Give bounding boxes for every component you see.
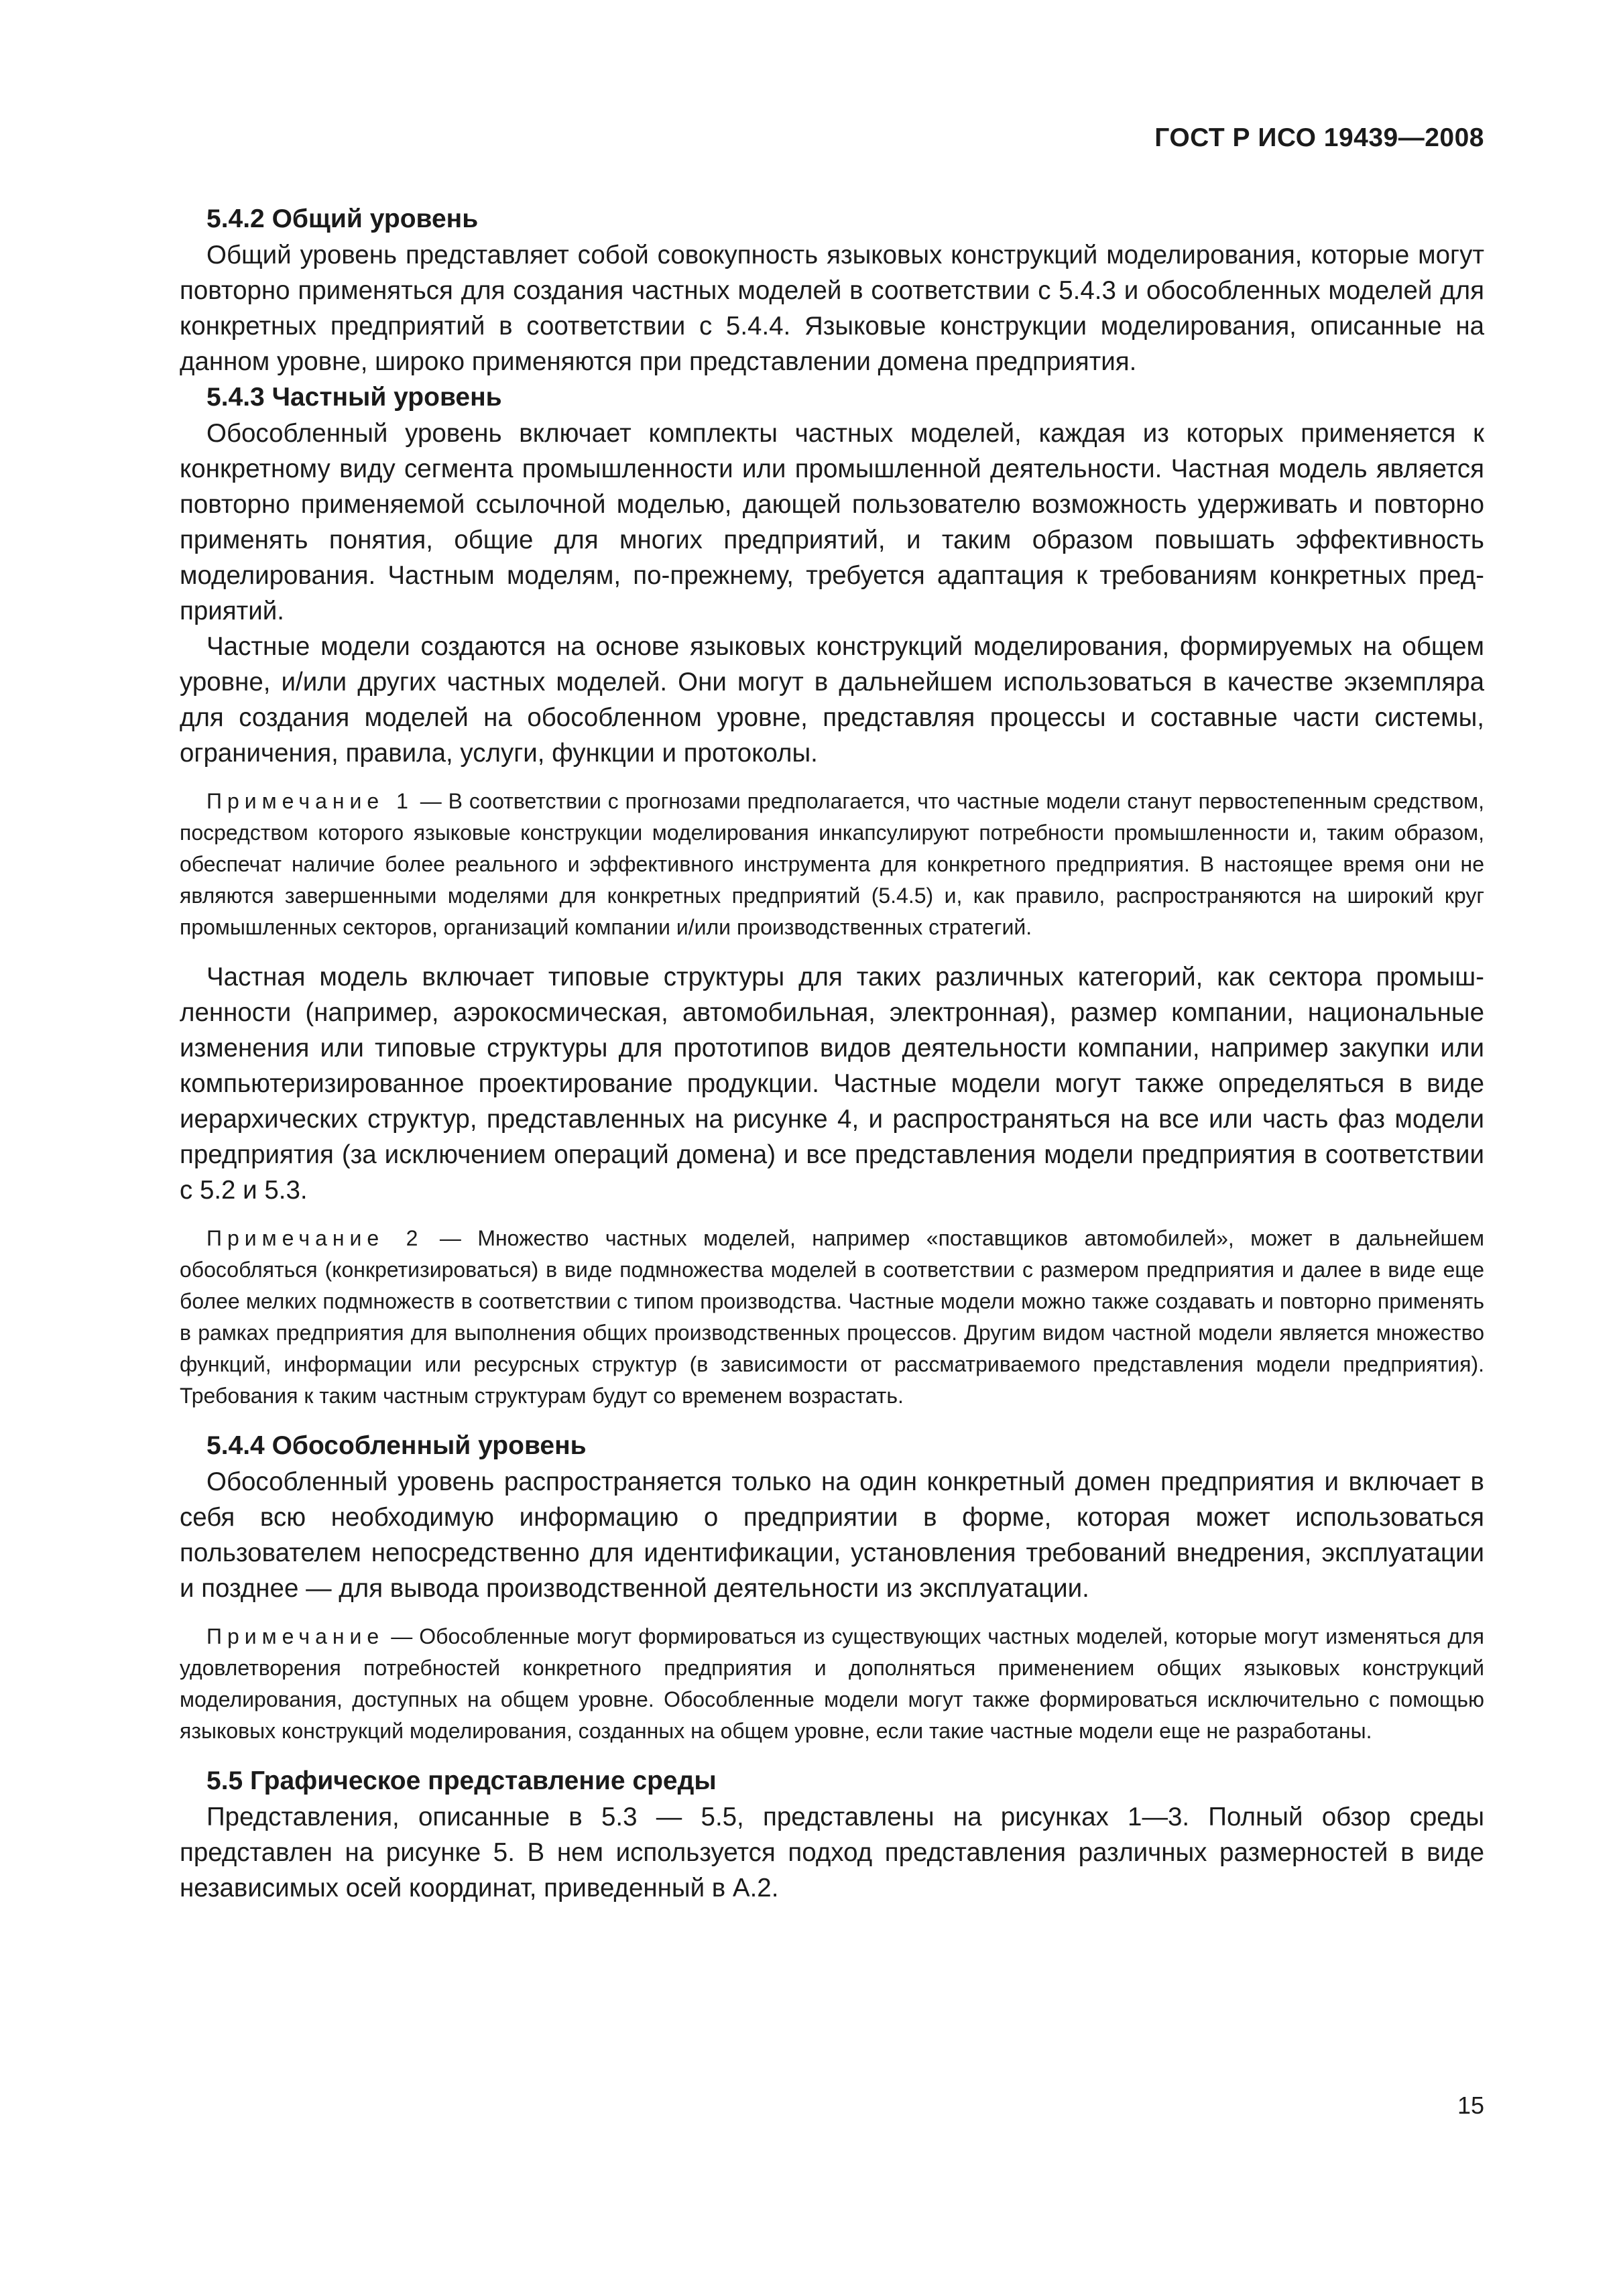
document-body xyxy=(180,201,1484,1906)
note-label: Примечание 2 xyxy=(206,1226,424,1250)
note-1 xyxy=(180,786,1484,943)
paragraph: Обособленный уровень включает комплекты частных моделей, каждая из которых применяется к конкретному виду сегмента промышленности или промышленной деятельности. Частная модель является повторно применяемой ссылочной моделью, дающей пользователю возможность удерживать и повторно применять понятия, общие для многих предприятий, и таким образом повышать эффективность моделирования. Частным моделям, по-прежнему, требуется адаптация к требованиям конкретных предприятий. xyxy=(180,419,1484,625)
section-heading-5-4-2: 5.4.2 Общий уровень xyxy=(206,204,479,233)
document-header: ГОСТ Р ИСО 19439—2008 xyxy=(1154,123,1484,152)
paragraph: Частная модель включает типовые структуры для таких различных категорий, как сектора промышленности (например, аэрокосмическая, автомобильная, электронная), размер компании, национальные изменения или типовые структуры для прототипов видов деятельности компании, например закупки или компьютеризированное проектирование продукции. Частные модели могут также определяться в виде иерархических структур, представленных на рисунке 4, и распространяться на все или часть фаз модели предприятия (за исключением операций домена) и все представления модели предприятия в соответствии с 5.2 и 5.3. xyxy=(180,963,1484,1205)
note-2 xyxy=(180,1223,1484,1412)
section-heading-5-4-3: 5.4.3 Частный уровень xyxy=(206,383,502,412)
paragraph: Частные модели создаются на основе языковых конструкций моделирования, формируемых на общем уровне, и/или других частных моделей. Они могут в дальнейшем использоваться в качестве экземпляра для создания моделей на обособленном уровне, представляя процессы и составные части системы, ограничения, правила, услуги, функции и протоколы. xyxy=(180,632,1484,768)
note-text: — Множество частных моделей, например «поставщиков автомобилей», может в дальнейшем обособляться (конкретизироваться) в виде подмножества моделей в соответствии с размером предприятия и далее в виде еще более мелких подмножеств в соответствии с типом производства. Частные модели можно также создавать и повторно применять в рамках предприятия для выполнения общих производственных процессов. Другим видом частной модели является множество функций, информации или ресурсных структур (в зависимости от рассматриваемого представления модели предприятия). Требования к таким частным структурам будут со временем возрастать. xyxy=(180,1226,1485,1408)
note-text: — В соответствии с прогнозами предполагается, что частные модели станут первостепенным средством, посредством которого языковые конструкции моделирования инкапсулируют потребности промышленности и, таким образом, обеспечат наличие более реального и эффективного инструмента для конкретного предприятия. В настоящее время они не являются завершенными моделями для конкретных предприятий (5.4.5) и, как правило, распространяются на широкий круг промышленных секторов, организаций компании и/или производственных стратегий. xyxy=(180,789,1485,939)
page-number: 15 xyxy=(1457,2092,1484,2119)
paragraph: Общий уровень представляет собой совокупность языковых конструкций моделирования, которые могут повторно применяться для создания частных моделей в соответствии с 5.4.3 и обособленных моделей для конкретных предприятий в соответствии с 5.4.4. Языковые конструкции моделирования, описанные на данном уровне, широко применяются при представлении домена предприятия. xyxy=(180,241,1484,376)
section-heading-5-5: 5.5 Графическое представление среды xyxy=(206,1766,717,1795)
note xyxy=(180,1621,1484,1747)
section-heading-5-4-4: 5.4.4 Обособленный уровень xyxy=(206,1431,587,1460)
paragraph: Представления, описанные в 5.3 — 5.5, представлены на рисунках 1—3. Полный обзор среды представлен на рисунке 5. В нем используется подход представления различных размерностей в виде независимых осей координат, приведенный в А.2. xyxy=(180,1803,1484,1902)
paragraph: Обособленный уровень распространяется только на один конкретный домен предприятия и включает в себя всю необходимую информацию о предприятии в форме, которая может использоваться пользователем непосредственно для идентификации, установления требований внедрения, эксплуатации и позднее — для вывода производственной деятельности из эксплуатации. xyxy=(180,1467,1484,1603)
note-label: Примечание 1 xyxy=(206,789,414,813)
note-text: — Обособленные могут формироваться из существующих частных моделей, которые могут изменяться для удовлетворения потребностей конкретного предприятия и дополняться применением общих языковых конструкций моделирования, доступных на общем уровне. Обособленные модели могут также формироваться исключительно с помощью языковых конструкций моделирования, созданных на общем уровне, если такие частные модели еще не разработаны. xyxy=(180,1624,1484,1743)
note-label: Примечание xyxy=(206,1624,385,1648)
document-page xyxy=(180,0,1484,2296)
